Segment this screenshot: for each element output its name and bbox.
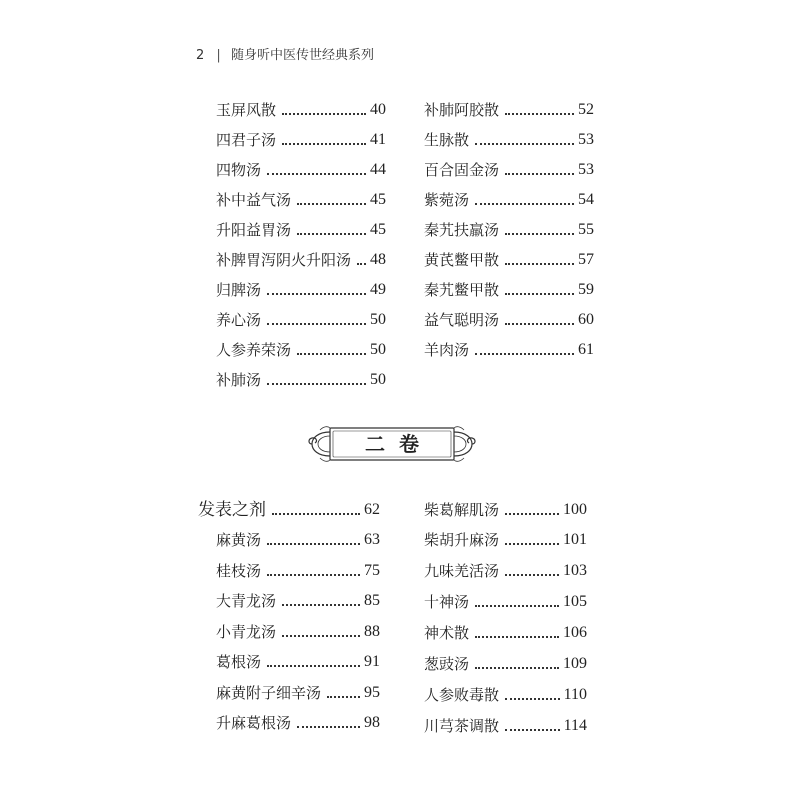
leader-dots — [282, 113, 366, 115]
toc-entry-page: 61 — [578, 341, 594, 358]
leader-dots — [327, 696, 360, 698]
leader-dots — [475, 667, 559, 669]
leader-dots — [505, 574, 559, 576]
toc-entry[interactable] — [216, 158, 386, 180]
toc-entry[interactable] — [216, 711, 380, 733]
leader-dots — [475, 203, 574, 205]
toc-entry[interactable] — [424, 683, 587, 705]
page-number: 2 — [196, 48, 205, 63]
toc-entry-name: 桂枝汤 — [216, 562, 262, 580]
toc-entry-name: 益气聪明汤 — [424, 311, 500, 329]
volume-banner — [306, 422, 478, 466]
toc-entry[interactable] — [216, 559, 380, 581]
toc-entry-page: 44 — [370, 161, 386, 178]
toc-entry-name: 葛根汤 — [216, 653, 262, 671]
leader-dots — [282, 143, 366, 145]
toc-entry-name: 神术散 — [424, 624, 470, 642]
header-separator: | — [216, 48, 221, 63]
toc-entry[interactable] — [424, 278, 594, 300]
toc-entry-name: 秦艽扶羸汤 — [424, 221, 500, 239]
leader-dots — [505, 233, 574, 235]
running-header — [196, 44, 374, 63]
toc-entry-name: 补脾胃泻阴火升阳汤 — [216, 251, 352, 269]
toc-entry[interactable] — [424, 188, 594, 210]
toc-entry[interactable] — [424, 338, 594, 360]
toc-section-entry[interactable] — [198, 498, 380, 520]
leader-dots — [267, 323, 366, 325]
toc-entry[interactable] — [424, 98, 594, 120]
toc-entry[interactable] — [424, 714, 587, 736]
toc-entry-page: 55 — [578, 221, 594, 238]
toc-entry[interactable] — [216, 218, 386, 240]
leader-dots — [505, 543, 559, 545]
toc-column-1-left — [216, 98, 386, 398]
toc-entry-page: 98 — [364, 714, 380, 731]
toc-entry[interactable] — [424, 128, 594, 150]
toc-entry[interactable] — [424, 218, 594, 240]
leader-dots — [282, 604, 360, 606]
toc-entry-page: 41 — [370, 131, 386, 148]
toc-entry-page: 95 — [364, 684, 380, 701]
toc-entry[interactable] — [216, 98, 386, 120]
toc-entry-name: 黄芪鳖甲散 — [424, 251, 500, 269]
toc-column-2-right — [424, 498, 587, 738]
toc-entry-name: 十神汤 — [424, 593, 470, 611]
toc-entry-name: 葱豉汤 — [424, 655, 470, 673]
leader-dots — [267, 665, 360, 667]
toc-entry[interactable] — [424, 248, 594, 270]
toc-entry-page: 103 — [563, 562, 587, 579]
toc-entry-name: 四君子汤 — [216, 131, 277, 149]
toc-entry-page: 106 — [563, 624, 587, 641]
toc-entry-page: 40 — [370, 101, 386, 118]
toc-entry-name: 人参养荣汤 — [216, 341, 292, 359]
toc-entry-page: 50 — [370, 341, 386, 358]
toc-entry[interactable] — [216, 128, 386, 150]
toc-entry-name: 小青龙汤 — [216, 623, 277, 641]
leader-dots — [272, 513, 360, 515]
toc-entry[interactable] — [216, 681, 380, 703]
leader-dots — [357, 263, 366, 265]
toc-entry[interactable] — [424, 621, 587, 643]
toc-entry-name: 玉屏风散 — [216, 101, 277, 119]
leader-dots — [297, 233, 366, 235]
toc-entry-name: 补肺阿胶散 — [424, 101, 500, 119]
leader-dots — [267, 574, 360, 576]
leader-dots — [505, 729, 560, 731]
toc-entry[interactable] — [216, 589, 380, 611]
toc-entry-name: 羊肉汤 — [424, 341, 470, 359]
toc-entry-name: 大青龙汤 — [216, 592, 277, 610]
leader-dots — [297, 726, 360, 728]
toc-entry-page: 52 — [578, 101, 594, 118]
series-title: 随身听中医传世经典系列 — [230, 48, 374, 63]
leader-dots — [297, 203, 366, 205]
toc-entry-name: 升麻葛根汤 — [216, 714, 292, 732]
leader-dots — [297, 353, 366, 355]
toc-entry-page: 91 — [364, 653, 380, 670]
toc-entry-page: 53 — [578, 131, 594, 148]
toc-entry-page: 100 — [563, 501, 587, 518]
toc-entry-page: 50 — [370, 311, 386, 328]
toc-entry-page: 54 — [578, 191, 594, 208]
toc-entry[interactable] — [424, 652, 587, 674]
toc-entry[interactable] — [424, 528, 587, 550]
toc-entry[interactable] — [424, 590, 587, 612]
toc-entry[interactable] — [216, 650, 380, 672]
leader-dots — [282, 635, 360, 637]
toc-column-2-left — [198, 498, 380, 738]
toc-entry-page: 101 — [563, 531, 587, 548]
toc-entry-page: 45 — [370, 221, 386, 238]
leader-dots — [505, 293, 574, 295]
toc-entry[interactable] — [424, 559, 587, 581]
leader-dots — [505, 173, 574, 175]
toc-entry[interactable] — [216, 620, 380, 642]
toc-entry-page: 45 — [370, 191, 386, 208]
leader-dots — [267, 383, 366, 385]
toc-entry-name: 四物汤 — [216, 161, 262, 179]
toc-entry-page: 49 — [370, 281, 386, 298]
toc-entry-name: 秦艽鳖甲散 — [424, 281, 500, 299]
toc-column-1-right — [424, 98, 594, 378]
leader-dots — [505, 113, 574, 115]
leader-dots — [475, 143, 574, 145]
toc-entry[interactable] — [216, 338, 386, 360]
volume-title: 二卷 — [365, 432, 433, 456]
toc-entry-name: 人参败毒散 — [424, 686, 500, 704]
toc-entry[interactable] — [216, 368, 386, 390]
toc-entry-name: 百合固金汤 — [424, 161, 500, 179]
toc-entry-page: 109 — [563, 655, 587, 672]
toc-entry[interactable] — [424, 498, 587, 520]
toc-entry[interactable] — [424, 308, 594, 330]
toc-entry[interactable] — [216, 188, 386, 210]
toc-entry-page: 48 — [370, 251, 386, 268]
toc-entry-page: 60 — [578, 311, 594, 328]
leader-dots — [475, 636, 559, 638]
toc-entry-name: 归脾汤 — [216, 281, 262, 299]
toc-entry-page: 75 — [364, 562, 380, 579]
toc-entry-name: 九味羌活汤 — [424, 562, 500, 580]
leader-dots — [505, 698, 560, 700]
leader-dots — [505, 263, 574, 265]
toc-entry-name: 养心汤 — [216, 311, 262, 329]
leader-dots — [475, 605, 559, 607]
leader-dots — [267, 543, 360, 545]
toc-entry-page: 59 — [578, 281, 594, 298]
toc-entry-name: 补肺汤 — [216, 371, 262, 389]
leader-dots — [475, 353, 574, 355]
toc-entry-name: 生脉散 — [424, 131, 470, 149]
leader-dots — [505, 323, 574, 325]
toc-entry-name: 川芎茶调散 — [424, 717, 500, 735]
toc-section-name: 发表之剂 — [198, 500, 266, 520]
toc-entry-name: 麻黄汤 — [216, 531, 262, 549]
toc-entry-name: 升阳益胃汤 — [216, 221, 292, 239]
toc-entry-name: 柴葛解肌汤 — [424, 501, 500, 519]
toc-entry-name: 紫菀汤 — [424, 191, 470, 209]
toc-entry-page: 62 — [364, 501, 380, 518]
toc-entry-page: 53 — [578, 161, 594, 178]
toc-entry-name: 柴胡升麻汤 — [424, 531, 500, 549]
toc-entry-page: 105 — [563, 593, 587, 610]
leader-dots — [267, 293, 366, 295]
toc-entry[interactable] — [216, 278, 386, 300]
toc-entry-page: 85 — [364, 592, 380, 609]
leader-dots — [505, 513, 559, 515]
toc-entry-name: 麻黄附子细辛汤 — [216, 684, 322, 702]
toc-entry[interactable] — [216, 528, 380, 550]
toc-entry-page: 114 — [563, 717, 587, 734]
toc-entry-page: 110 — [563, 686, 587, 703]
toc-entry-name: 补中益气汤 — [216, 191, 292, 209]
leader-dots — [267, 173, 366, 175]
toc-entry-page: 88 — [364, 623, 380, 640]
toc-entry-page: 50 — [370, 371, 386, 388]
toc-entry[interactable] — [216, 308, 386, 330]
toc-entry[interactable] — [424, 158, 594, 180]
toc-entry-page: 63 — [364, 531, 380, 548]
toc-entry[interactable] — [216, 248, 386, 270]
toc-entry-page: 57 — [578, 251, 594, 268]
